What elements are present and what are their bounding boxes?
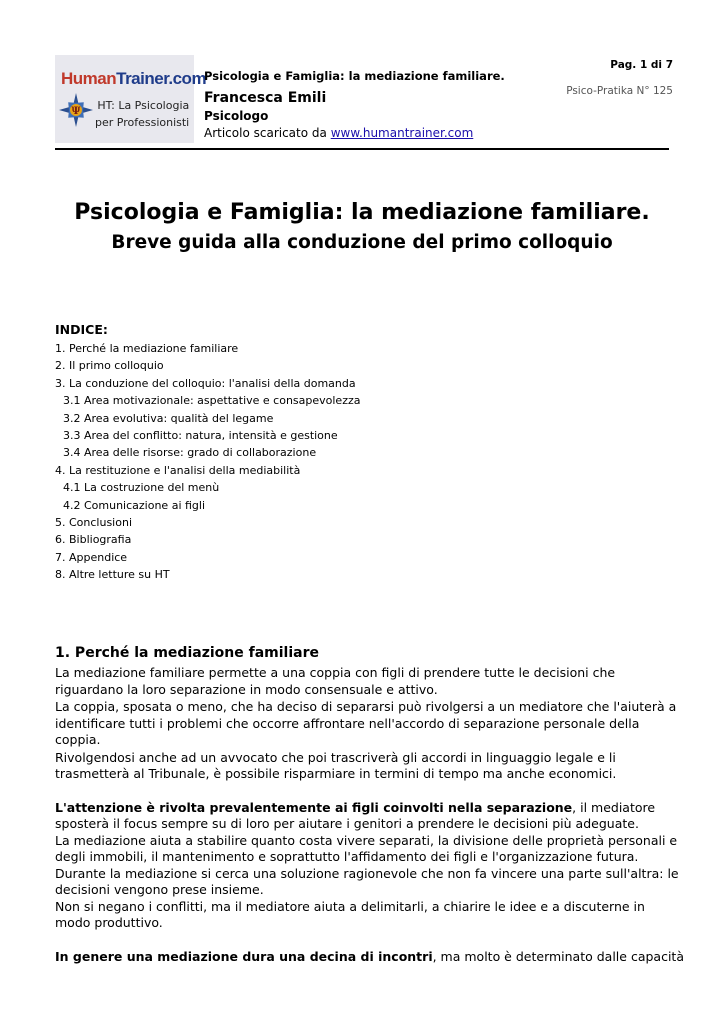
paragraph [55, 799, 679, 932]
paragraph-line: sposterà il focus sempre su di loro per aiutare i genitori a prendere le decisioni più adeguate. [55, 816, 639, 831]
logo-tagline-line-2: per Professionisti [95, 116, 190, 129]
paragraph-line: trasmetterà al Tribunale, è possibile risparmiare in termini di tempo ma anche economici. [55, 766, 617, 781]
logo-wordmark-trainer: Trainer.com [116, 69, 207, 88]
page-number: Pag. 1 di 7 [610, 59, 673, 71]
article-title: Psicologia e Famiglia: la mediazione familiare. [74, 200, 650, 225]
toc-item: 2. Il primo colloquio [55, 359, 164, 373]
paragraph [55, 699, 677, 749]
paragraph-text: , il mediatore [572, 799, 656, 815]
paragraph-line: coppia. [55, 732, 101, 747]
paragraph [55, 750, 669, 783]
paragraph-line: Durante la mediazione si cerca una soluzione ragionevole che non fa vincere una parte sull'altra: le [55, 865, 679, 881]
section-1-heading: 1. Perché la mediazione familiare [55, 645, 319, 661]
paragraph-text: , ma molto è determinato dalle capacità [432, 948, 684, 964]
paragraph-line: La mediazione familiare permette a una coppia con figli di prendere tutte le decisioni che [55, 665, 616, 680]
header-author-role: Psicologo [204, 109, 269, 123]
toc-item: 7. Appendice [55, 550, 128, 564]
document-header [55, 55, 673, 150]
toc-subitem: 4.2 Comunicazione ai figli [63, 498, 206, 512]
paragraph-line: La mediazione aiuta a stabilire quanto costa vivere separati, la divisione delle proprietà personali e [55, 832, 678, 848]
paragraph-line: decisioni vengono prese insieme. [55, 882, 264, 897]
svg-text:Ψ: Ψ [71, 106, 81, 117]
paragraph-line: Non si negano i conflitti, ma il mediatore aiuta a delimitarli, a chiarire le idee e a discuterne in [55, 898, 645, 914]
toc-item: 3. La conduzione del colloquio: l'analisi della domanda [55, 376, 356, 390]
download-prefix: Articolo scaricato da [204, 126, 331, 140]
humantrainer-link[interactable]: www.humantrainer.com [330, 126, 474, 140]
toc-item: 8. Altre letture su HT [55, 568, 170, 582]
toc-subitem: 3.1 Area motivazionale: aspettative e consapevolezza [63, 394, 361, 408]
humantrainer-logo[interactable] [55, 55, 207, 143]
emphasis-text: L'attenzione è rivolta prevalentemente ai figli coinvolti nella separazione [55, 799, 573, 815]
paragraph-line: degli immobili, il mantenimento e soprattutto l'affidamento dei figli e l'organizzazione futura. [55, 849, 639, 864]
logo-wordmark-human: Human [61, 69, 117, 88]
toc-subitem: 3.3 Area del conflitto: natura, intensità e gestione [63, 429, 338, 443]
toc-item: 5. Conclusioni [55, 516, 132, 530]
toc-item: 4. La restituzione e l'analisi della mediabilità [55, 463, 301, 477]
header-divider [55, 148, 669, 150]
header-author: Francesca Emili [204, 90, 327, 106]
logo-tagline-line-1: HT: La Psicologia [97, 99, 190, 112]
paragraph-line [55, 948, 684, 966]
compass-star-icon [59, 93, 93, 127]
paragraph [55, 665, 669, 698]
header-download-note [204, 126, 473, 140]
toc-subitem: 3.4 Area delle risorse: grado di collaborazione [63, 446, 317, 460]
paragraph-line: La coppia, sposata o meno, che ha deciso di separarsi può rivolgersi a un mediatore che l'aiuterà a [55, 699, 677, 714]
series-number: Psico-Pratika N° 125 [566, 85, 673, 97]
paragraph-line: modo produttivo. [55, 915, 163, 930]
paragraph-line [55, 800, 669, 817]
paragraph [55, 948, 684, 966]
emphasis-text: In genere una mediazione dura una decina di incontri [55, 948, 433, 964]
toc-heading: INDICE: [55, 322, 108, 337]
paragraph-line: identificare tutti i problemi che occorre affrontare nell'accordo di separazione personale della [55, 715, 640, 731]
article-subtitle: Breve guida alla conduzione del primo colloquio [111, 232, 613, 253]
paragraph-line: Rivolgendosi anche ad un avvocato che poi trascriverà gli accordi in linguaggio legale e li [55, 749, 616, 765]
toc-item: 6. Bibliografia [55, 533, 132, 547]
toc-subitem: 4.1 La costruzione del menù [63, 481, 220, 495]
logo-wordmark [61, 69, 206, 89]
paragraph-line: riguardano la loro separazione in modo consensuale e attivo. [55, 681, 438, 697]
toc-list [55, 340, 669, 584]
table-of-contents [55, 322, 669, 584]
toc-item: 1. Perché la mediazione familiare [55, 342, 239, 355]
logo-tagline [95, 97, 189, 131]
toc-subitem: 3.2 Area evolutiva: qualità del legame [63, 411, 274, 425]
section-1 [55, 643, 684, 965]
header-document-title: Psicologia e Famiglia: la mediazione familiare. [204, 69, 505, 83]
